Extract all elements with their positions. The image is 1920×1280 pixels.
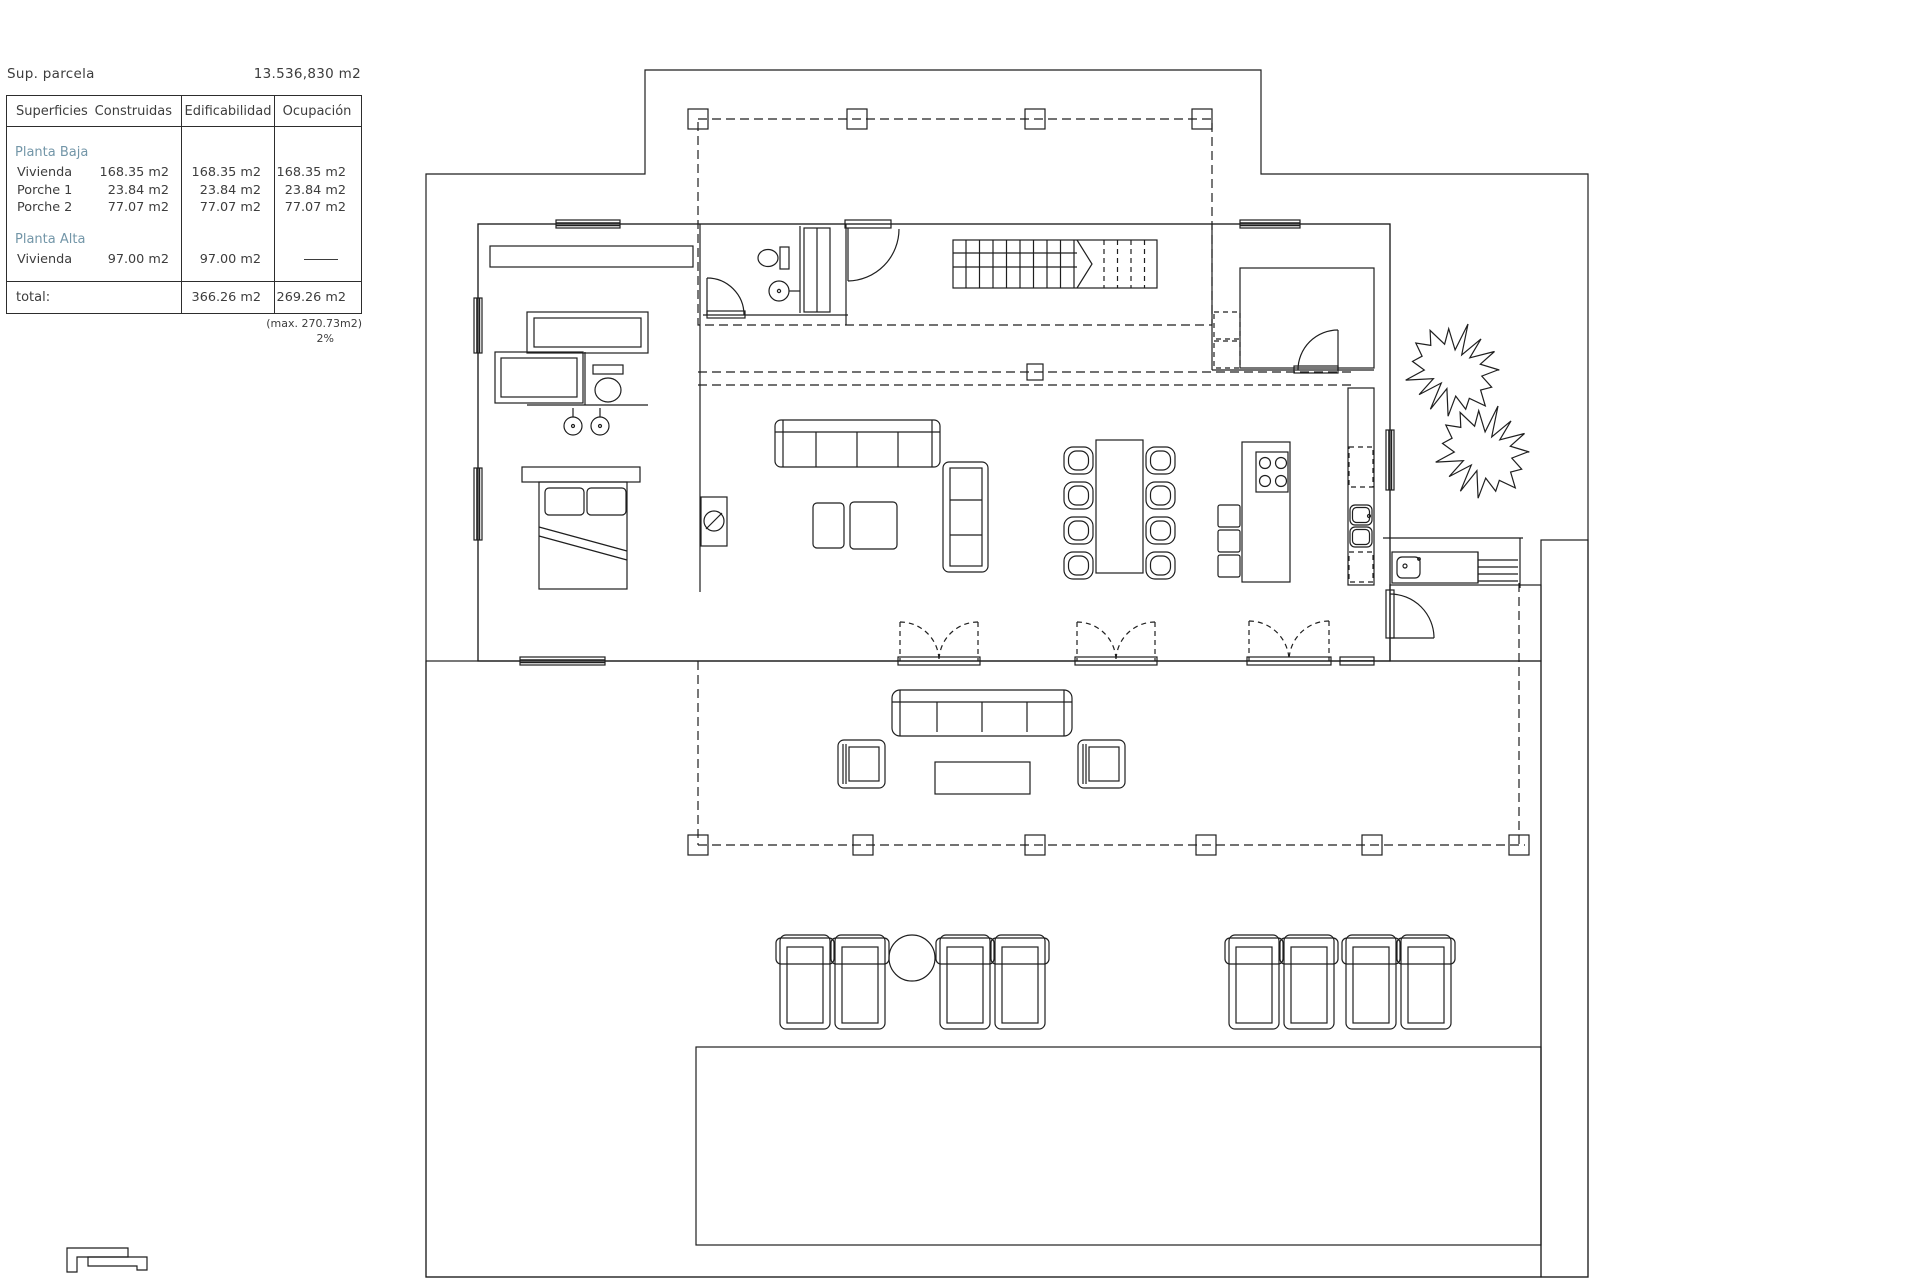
staircase — [953, 240, 1157, 288]
row-vivienda-alta: Vivienda 97.00 m2 — [17, 251, 169, 267]
parcel-value: 13.536,830 m2 — [253, 66, 361, 82]
parcel-label: Sup. parcela — [7, 66, 95, 82]
bedroom — [522, 467, 727, 589]
stool — [1218, 505, 1240, 527]
side-table — [813, 503, 844, 548]
footnote-percent: 2% — [316, 332, 334, 345]
steps — [1478, 560, 1518, 581]
terrace-paving — [426, 540, 1588, 1277]
occupation-footnote — [6, 316, 362, 346]
header-construidas: Construidas — [94, 103, 172, 119]
row-porche-2: Porche 2 77.07 m2 — [17, 200, 169, 216]
section-planta-alta: Planta Alta — [15, 231, 86, 247]
french-door — [898, 622, 980, 665]
living-room — [775, 420, 988, 572]
sun-loungers — [776, 935, 1455, 1029]
header-ocupacion: Ocupación — [274, 96, 359, 126]
entry-door — [845, 220, 899, 281]
stool — [1218, 530, 1240, 552]
french-door — [1075, 622, 1157, 665]
dining-table — [1096, 440, 1143, 573]
outdoor-sink — [1397, 557, 1420, 578]
kitchen-island — [1242, 442, 1290, 582]
south-porch-outline — [688, 583, 1529, 855]
dining-area — [1064, 440, 1175, 579]
studio-logo — [67, 1248, 147, 1272]
kitchen — [1214, 268, 1374, 585]
swimming-pool — [696, 1047, 1541, 1245]
coffee-table — [935, 762, 1030, 794]
surfaces-table-body: Planta Baja Vivienda 168.35 m2 168.35 m2 168.35 m2 Porche 1 23.84 m2 23.84 m2 23.84 m2 Porche 2 77.07 m2 77.07 m2 77.07 m2 Planta Alta Vivienda 97.00 m2 97.00 m2 — [7, 127, 361, 281]
kitchen-exit-door — [1386, 590, 1434, 638]
trees — [1406, 324, 1530, 498]
row-vivienda-baja: Vivienda 168.35 m2 — [17, 165, 169, 181]
header-superficies: Superficies — [16, 103, 88, 119]
footnote-max: (max. 270.73m2) — [266, 317, 362, 330]
surfaces-table-total: total: 366.26 m2 269.26 m2 — [7, 281, 361, 313]
surfaces-table — [6, 95, 362, 314]
tree — [1436, 406, 1530, 498]
french-door — [1247, 621, 1331, 665]
round-table — [889, 935, 935, 981]
row-porche-1: Porche 1 23.84 m2 — [17, 182, 169, 198]
hall-bathroom — [707, 228, 830, 318]
stool — [1218, 555, 1240, 577]
section-planta-baja: Planta Baja — [15, 145, 89, 160]
tree — [1406, 324, 1500, 416]
ocupacion-dash — [274, 251, 359, 269]
dressing-and-bathroom — [490, 246, 693, 435]
surfaces-table-header — [7, 96, 361, 127]
parcel-surface-row — [7, 66, 361, 82]
outdoor-kitchen-porch — [1383, 538, 1523, 588]
outdoor-lounge-set — [838, 690, 1125, 794]
header-edificabilidad: Edificabilidad — [181, 96, 274, 126]
side-table — [850, 502, 897, 549]
